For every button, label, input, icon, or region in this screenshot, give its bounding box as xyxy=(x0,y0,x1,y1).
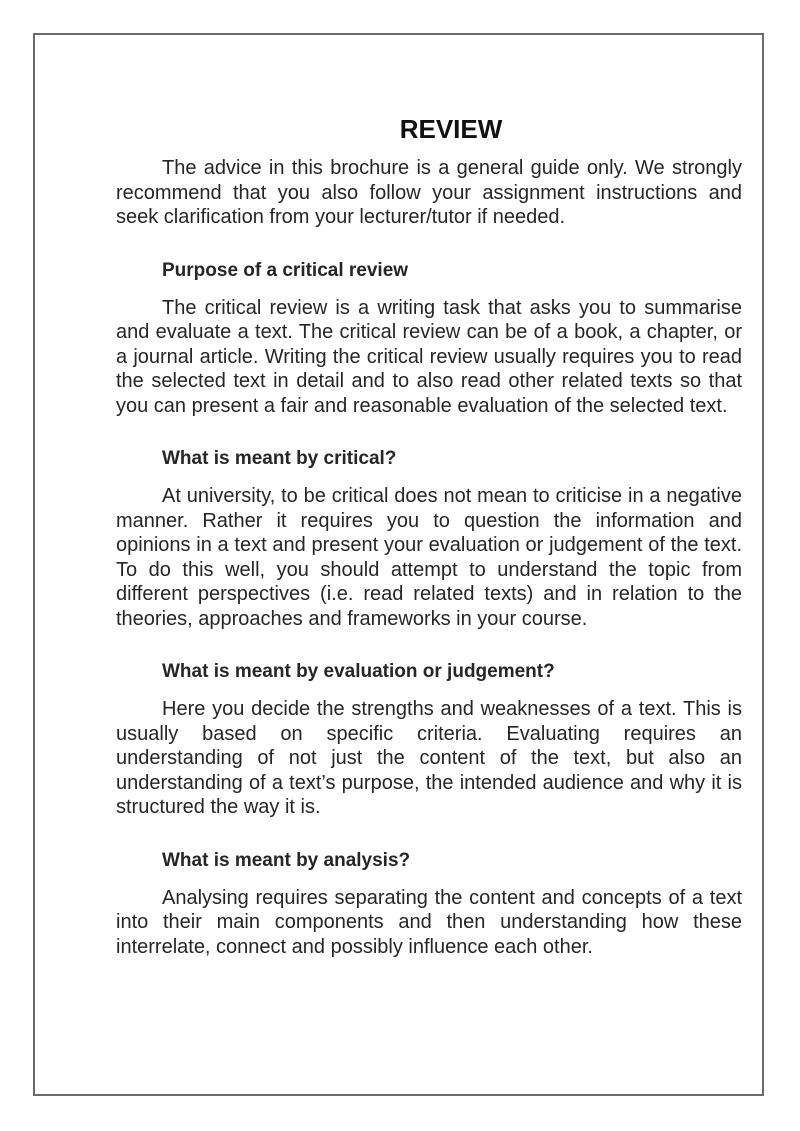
section-heading-critical: What is meant by critical? xyxy=(162,448,397,469)
page-title: REVIEW xyxy=(399,114,503,144)
section-body-analysis: Analysing requires separating the content and concepts of a text into their main components and then understanding how these interrelate, connect and possibly influence each other. xyxy=(116,886,742,958)
section-heading-evaluation: What is meant by evaluation or judgement? xyxy=(162,661,555,682)
section-body-purpose: The critical review is a writing task that asks you to summarise and evaluate a text. The critical review can be of a book, a chapter, or a journal article. Writing the critical review usually requires you to read the selected text in detail and to also read other related texts so that you can present a fair and reasonable evaluation of the selected text. xyxy=(116,296,742,417)
section-body-evaluation: Here you decide the strengths and weaknesses of a text. This is usually based on specific criteria. Evaluating requires an understanding of not just the content of the text, but also an understanding of a text’s purpose, the intended audience and why it is structured the way it is. xyxy=(116,698,742,818)
intro-paragraph: The advice in this brochure is a general guide only. We strongly recommend that you also follow your assignment instructions and seek clarification from your lecturer/tutor if needed. xyxy=(116,157,742,228)
document-body xyxy=(116,112,742,959)
section-heading-purpose: Purpose of a critical review xyxy=(162,259,409,281)
section-heading-analysis: What is meant by analysis? xyxy=(162,849,411,871)
section-body-critical: At university, to be critical does not mean to criticise in a negative manner. Rather it requires you to question the information and opinions in a text and present your evaluation or judgement of the text. To do this well, you should attempt to understand the topic from different perspectives (i.e. read related texts) and in relation to the theories, approaches and frameworks in your course. xyxy=(116,485,742,630)
